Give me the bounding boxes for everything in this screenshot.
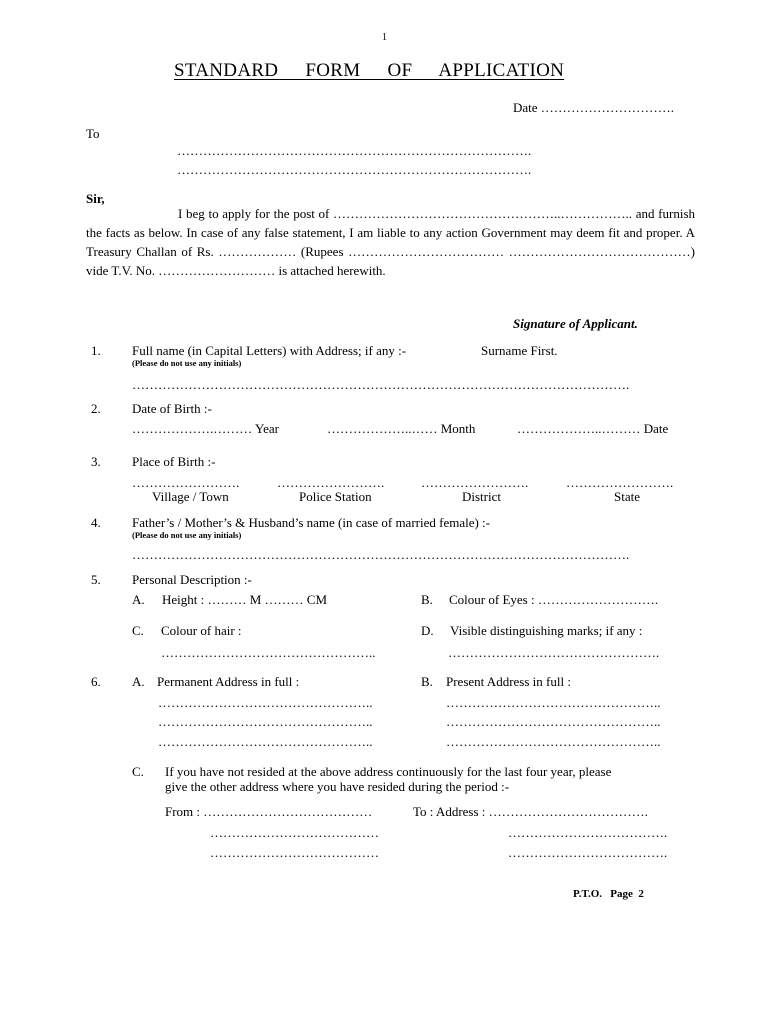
distinguishing-marks-field[interactable]: ………………………………………….: [448, 645, 660, 660]
from-address-field[interactable]: From : …………………………………: [165, 804, 373, 819]
item-2-number: 2.: [91, 401, 101, 416]
page-title: STANDARD FORM OF APPLICATION: [174, 60, 565, 81]
addressee-line-1[interactable]: ……………………………………………………………………….: [177, 143, 532, 158]
application-paragraph: [86, 204, 695, 280]
item-1-initials-note: (Please do not use any initials): [132, 358, 242, 368]
item-1-label: Full name (in Capital Letters) with Address; if any :-: [132, 343, 407, 358]
salutation: Sir,: [86, 191, 105, 206]
page-number: 1: [382, 32, 387, 43]
item-6c-text-line-2: give the other address where you have resided during the period :-: [165, 779, 510, 794]
item-2-label: Date of Birth :-: [132, 401, 212, 416]
from-address-line-3[interactable]: …………………………………: [210, 845, 379, 860]
item-5-label: Personal Description :-: [132, 572, 252, 587]
police-station-caption: Police Station: [299, 489, 372, 504]
village-town-caption: Village / Town: [152, 489, 229, 504]
hair-colour-label: Colour of hair :: [161, 623, 242, 638]
full-name-field[interactable]: …………………………………………………………………………………………………….: [132, 377, 630, 392]
date-field[interactable]: Date ………………………….: [513, 100, 675, 115]
present-address-line-1[interactable]: …………………………………………..: [446, 695, 661, 710]
hair-colour-field[interactable]: …………………………………………..: [161, 645, 376, 660]
district-caption: District: [462, 489, 501, 504]
height-field[interactable]: Height : ……… M ……… CM: [162, 592, 328, 607]
to-address-field[interactable]: To : Address : ……………………………….: [413, 804, 648, 819]
item-4-number: 4.: [91, 515, 101, 530]
to-label: To: [86, 126, 100, 141]
present-address-line-3[interactable]: …………………………………………..: [446, 734, 661, 749]
item-6b-letter: B.: [421, 674, 433, 689]
item-6c-text-line-1: If you have not resided at the above address continuously for the last four year, please: [165, 764, 612, 779]
eye-colour-field[interactable]: Colour of Eyes : ……………………….: [449, 592, 659, 607]
distinguishing-marks-label: Visible distinguishing marks; if any :: [450, 623, 643, 638]
item-3-number: 3.: [91, 454, 101, 469]
police-station-field[interactable]: …………………….: [277, 475, 385, 490]
parent-spouse-name-field[interactable]: …………………………………………………………………………………………………….: [132, 547, 630, 562]
to-address-line-2[interactable]: ……………………………….: [508, 825, 668, 840]
to-address-line-3[interactable]: ……………………………….: [508, 845, 668, 860]
signature-label: Signature of Applicant.: [513, 316, 638, 331]
item-1-surname-note: Surname First.: [481, 343, 558, 358]
district-field[interactable]: …………………….: [421, 475, 529, 490]
item-5a-letter: A.: [132, 592, 145, 607]
item-4-label: Father’s / Mother’s & Husband’s name (in case of married female) :-: [132, 515, 490, 530]
item-4-initials-note: (Please do not use any initials): [132, 530, 242, 540]
pto-page-marker: P.T.O. Page 2: [573, 888, 644, 900]
application-paragraph-text: I beg to apply for the post of ……………………………………………..…………….. and furnish the facts as below. In case of any false statement, I am liable to any action Government may deem fit and proper. A Treasury Challan of Rs. ……………… (Rupees ……………………………… ……………………………………) vide T.V. No. ……………………… is attached herewith.: [86, 206, 695, 278]
present-address-label: Present Address in full :: [446, 674, 571, 689]
from-address-line-2[interactable]: …………………………………: [210, 825, 379, 840]
birth-year-field[interactable]: ……………….……… Year: [132, 421, 279, 436]
permanent-address-line-2[interactable]: …………………………………………..: [158, 714, 373, 729]
item-6-number: 6.: [91, 674, 101, 689]
birth-month-field[interactable]: ………………..…… Month: [327, 421, 476, 436]
item-6a-letter: A.: [132, 674, 145, 689]
item-6c-letter: C.: [132, 764, 144, 779]
item-5d-letter: D.: [421, 623, 434, 638]
permanent-address-label: Permanent Address in full :: [157, 674, 300, 689]
item-5b-letter: B.: [421, 592, 433, 607]
state-caption: State: [614, 489, 640, 504]
item-3-label: Place of Birth :-: [132, 454, 216, 469]
village-town-field[interactable]: …………………….: [132, 475, 240, 490]
item-5-number: 5.: [91, 572, 101, 587]
item-5c-letter: C.: [132, 623, 144, 638]
item-1-number: 1.: [91, 343, 101, 358]
birth-date-field[interactable]: ………………..……… Date: [517, 421, 669, 436]
present-address-line-2[interactable]: …………………………………………..: [446, 714, 661, 729]
state-field[interactable]: …………………….: [566, 475, 674, 490]
permanent-address-line-1[interactable]: …………………………………………..: [158, 695, 373, 710]
permanent-address-line-3[interactable]: …………………………………………..: [158, 734, 373, 749]
addressee-line-2[interactable]: ……………………………………………………………………….: [177, 162, 532, 177]
